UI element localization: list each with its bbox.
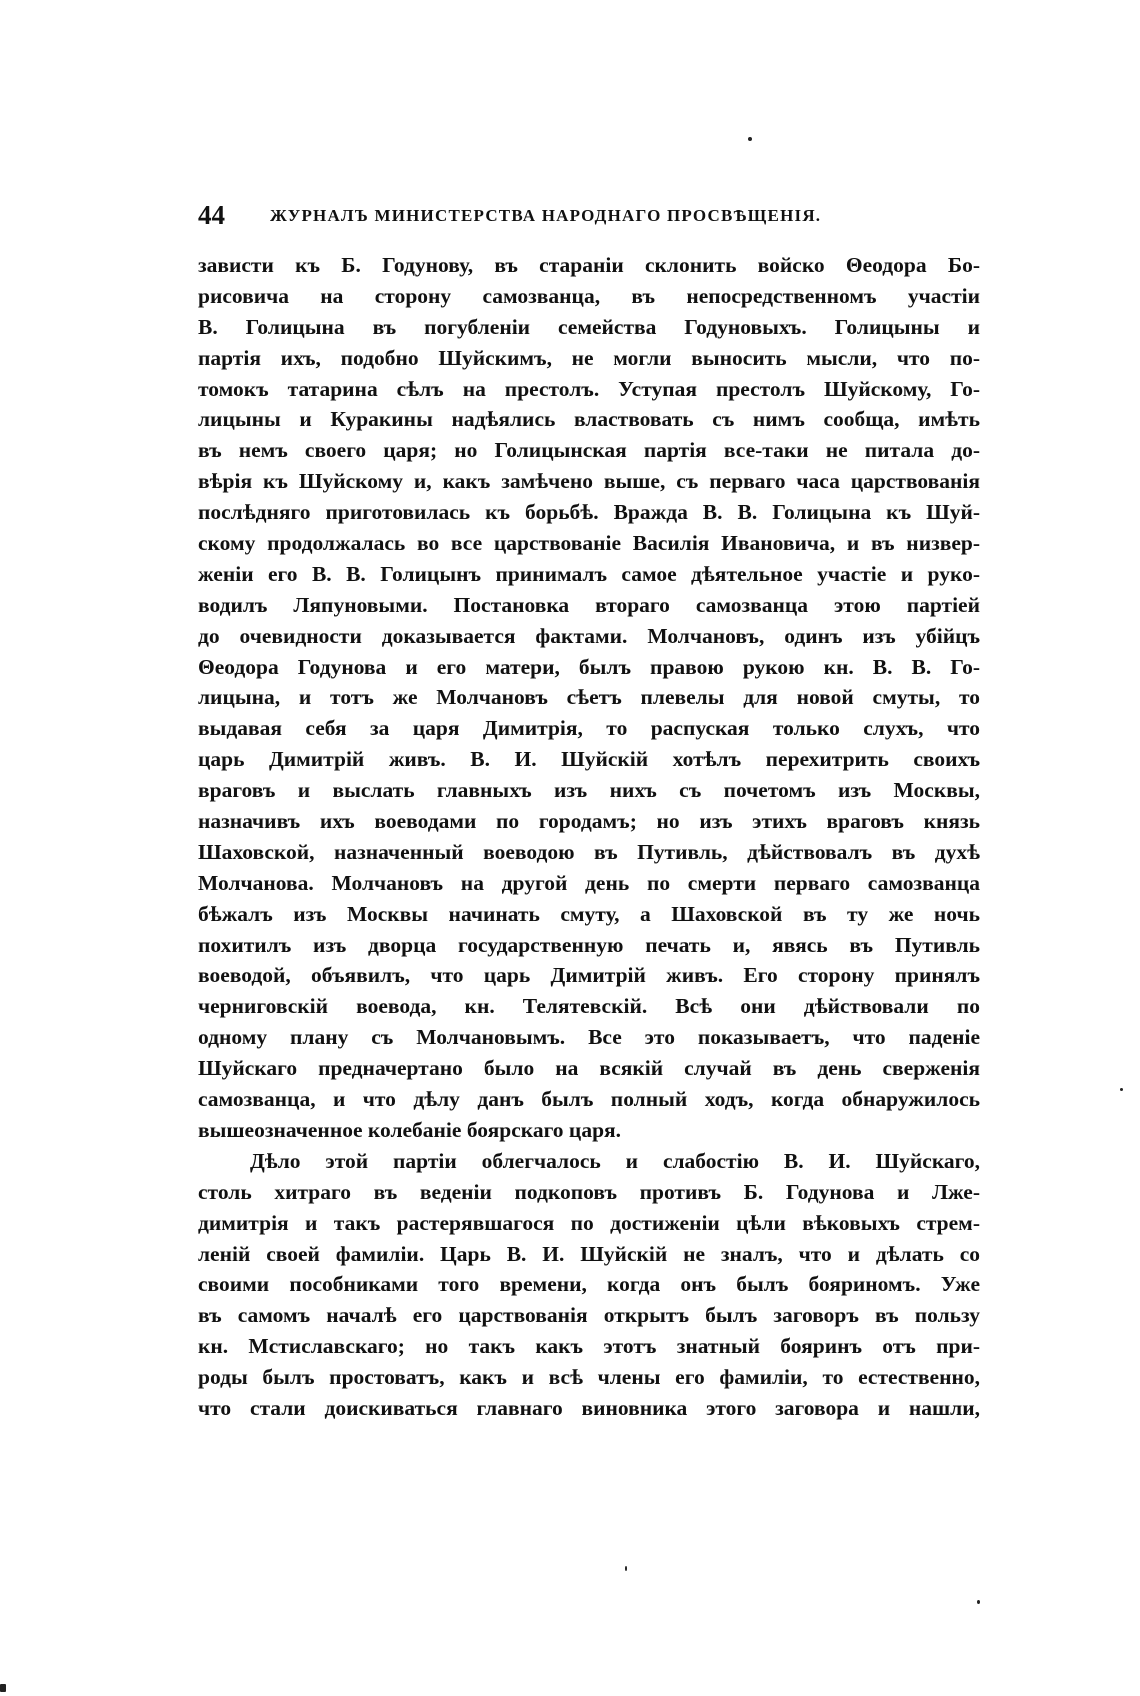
scan-speck [748,137,752,141]
text-line: лицына, и тотъ же Молчановъ сѣетъ плевелы для новой смуты, то [198,685,980,710]
text-line: назначивъ ихъ воеводами по городамъ; но изъ этихъ враговъ князь [198,809,980,834]
text-line: женіи его В. В. Голицынъ принималъ самое дѣятельное участіе и руко- [198,561,980,586]
paragraph-start-line: Дѣло этой партіи облегчалось и слабостію В. И. Шуйскаго, [250,1148,980,1173]
text-line: зависти къ Б. Годунову, въ стараніи склонить войско Θеодора Бо- [198,253,980,277]
text-line: въ самомъ началѣ его царствованія открытъ былъ заговоръ въ пользу [198,1303,980,1328]
text-line: что стали доискиваться главнаго виновника этого заговора и нашли, [198,1395,980,1420]
text-line: лицыны и Куракины надѣялись властвовать съ нимъ сообща, имѣть [198,407,980,432]
text-line: черниговскій воевода, кн. Телятевскій. Всѣ они дѣйствовали по [198,994,980,1019]
body-text [198,250,980,1424]
text-line: роды былъ простоватъ, какъ и всѣ члены его фамиліи, то естественно, [198,1365,980,1390]
text-line: своими пособниками того времени, когда онъ былъ бояриномъ. Уже [198,1272,980,1297]
text-line: царь Димитрій живъ. В. И. Шуйскій хотѣлъ перехитрить своихъ [198,747,980,772]
scan-speck [977,1600,980,1604]
paragraph-end-line: вышеозначенное колебаніе боярскаго царя. [198,1117,622,1142]
scan-speck [0,1684,6,1692]
running-title: ЖУРНАЛЪ МИНИСТЕРСТВА НАРОДНАГО ПРОСВѢЩЕНІЯ. [270,206,822,225]
text-line: бѣжалъ изъ Москвы начинать смуту, а Шаховской въ ту же ночь [198,901,980,926]
scan-speck [625,1566,627,1571]
text-line: Шаховской, назначенный воеводою въ Путивль, дѣйствовалъ въ духѣ [198,839,980,864]
text-line: леній своей фамиліи. Царь В. И. Шуйскій не зналъ, что и дѣлать со [198,1241,980,1266]
text-line: до очевидности доказывается фактами. Молчановъ, одинъ изъ убійцъ [198,623,980,648]
page-number: 44 [198,200,225,230]
text-line: водилъ Ляпуновыми. Постановка втораго самозванца этою партіей [198,592,980,617]
text-line: томокъ татарина сѣлъ на престолъ. Уступая престолъ Шуйскому, Го- [198,376,980,401]
text-line: Шуйскаго предначертано было на всякій случай въ день сверженія [198,1056,980,1081]
text-line: одному плану съ Молчановымъ. Все это показываетъ, что паденіе [198,1025,980,1050]
text-line: самозванца, и что дѣлу данъ былъ полный ходъ, когда обнаружилось [198,1087,980,1112]
text-line: въ немъ своего царя; но Голицынская партія все-таки не питала до- [198,438,980,463]
page-header [198,198,980,232]
text-line: похитилъ изъ дворца государственную печать и, явясь въ Путивль [198,932,980,957]
scan-speck [1120,1088,1123,1091]
text-line: кн. Мстиславскаго; но такъ какъ этотъ знатный бояринъ отъ при- [198,1334,980,1359]
text-line: димитрія и такъ растерявшагося по достиженіи цѣли вѣковыхъ стрем- [198,1210,980,1235]
text-line: скому продолжалась во все царствованіе Василія Ивановича, и въ низвер- [198,531,980,556]
text-line: Молчанова. Молчановъ на другой день по смерти перваго самозванца [198,870,980,895]
text-line: рисовича на сторону самозванца, въ непосредственномъ участіи [198,283,980,308]
text-line: столь хитраго въ веденіи подкоповъ противъ Б. Годунова и Лже- [198,1179,980,1204]
text-line: Θеодора Годунова и его матери, былъ правою рукою кн. В. В. Го- [198,654,980,679]
text-line: послѣдняго приготовилась къ борьбѣ. Вражда В. В. Голицына къ Шуй- [198,500,980,525]
text-line: выдавая себя за царя Димитрія, то распуская только слухъ, что [198,716,980,741]
text-line: враговъ и выслать главныхъ изъ нихъ съ почетомъ изъ Москвы, [198,778,980,803]
text-line: воеводой, объявилъ, что царь Димитрій живъ. Его сторону принялъ [198,963,980,988]
text-line: партія ихъ, подобно Шуйскимъ, не могли выносить мысли, что по- [198,345,980,370]
text-line: вѣрія къ Шуйскому и, какъ замѣчено выше, съ перваго часа царствованія [198,469,980,494]
text-line: В. Голицына въ погубленіи семейства Годуновыхъ. Голицыны и [198,314,980,339]
